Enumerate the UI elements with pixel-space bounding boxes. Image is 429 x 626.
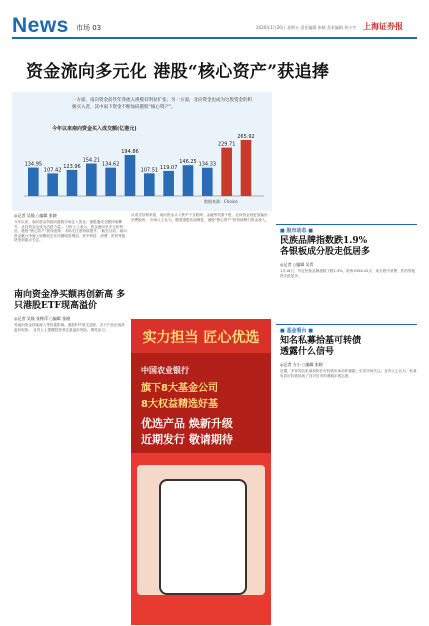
ad-line-bank: 中国农业银行 <box>141 366 189 375</box>
title-line: 透露什么信号 <box>280 347 335 357</box>
para: 分析人士表示，资金流向呈多元化特征，港股“核心资产”获得追捧，市场关注度持续提升。 <box>14 224 123 234</box>
chart-bar <box>47 173 58 196</box>
chart-bar <box>202 168 213 196</box>
chart-bar <box>241 140 252 196</box>
paper-name: 上海证券报 <box>363 22 403 31</box>
title-line: 各银板成分股走低居多 <box>280 247 371 257</box>
right-byline-2: ◎记者 方小 ○编辑 张晓 <box>280 362 323 367</box>
right-body-2: 近期，多家知名私募机构在可转债市场动作频频，引发市场关注。业内人士认为，私募布局可转债体现了其对后市的谨慎乐观态度。 <box>280 369 417 378</box>
brand-logo: News <box>12 14 69 37</box>
bar-value-label: 265.92 <box>237 134 255 140</box>
right-rule <box>276 224 417 225</box>
chart-bar <box>163 171 174 196</box>
para: 今年以来，南向资金持续向港股市场注入资金，港股通成交额持续攀升，北向资金也成为活跃力量。 <box>14 220 122 229</box>
article-body-mid <box>131 213 271 315</box>
title-line: 民族品牌指数跌1.9% <box>280 236 368 246</box>
right-rule-2 <box>276 324 417 325</box>
page-headline: 资金流向多元化 港股“核心资产”获追捧 <box>26 62 330 82</box>
sub-headline: 南向资金净买额再创新高 多只港股ETF现高溢价 <box>14 290 126 311</box>
bar-chart <box>14 130 270 200</box>
bar-value-label: 123.96 <box>63 163 81 170</box>
lead-text: 一方面，南向资金前些年净流入规模有明显扩张；另一方面，北向资金也成为这股资金的积极买入者，其中南下资金不断加码港股“核心资产”。 <box>72 98 252 110</box>
chart-bar <box>221 148 232 196</box>
chart-bar <box>28 168 39 196</box>
para: 截至目前，南向资金累计净流入规模较去年同期明显增加，其中科技、消费、医药等板块受到重点关注。 <box>14 229 127 243</box>
ad-line-funds: 旗下8大基金公司 <box>141 383 218 394</box>
ad-line-release: 近期发行 敬请期待 <box>141 433 233 446</box>
title-line: 知名私募拾基可转债 <box>280 336 362 346</box>
para: 受南向资金持续流入等因素影响，港股ETF成交活跃，多只产品出现高溢价现象。 <box>14 323 125 332</box>
right-section-head: ■ 股市动态 ■ <box>280 228 313 234</box>
para: 市场人士认为，随着港股估值修复，港股“核心资产”将持续吸引资金流入。 <box>150 217 269 222</box>
right-body-1: 1月18日，中证民族品牌指数下跌1.9%，报收9356.42点，成分股中消费、医药等板块走低居多。 <box>280 269 416 278</box>
phone-image <box>159 479 247 595</box>
bar-value-label: 229.71 <box>217 141 236 148</box>
chart-bar <box>144 173 155 196</box>
bar-value-label: 134.33 <box>198 161 217 168</box>
ad-line-products: 优选产品 焕新升级 <box>141 417 233 430</box>
date-line: 2020年1月20日 星期五 责任编辑 张晓 美术编辑 刘小宇 <box>256 25 357 30</box>
para: 从成交结构来看，南向资金买入集中于互联网、金融等权重个股，北向资金则更加偏好消费板块。 <box>131 213 268 222</box>
ad-line-picks: 8大权益精选好基 <box>141 399 218 410</box>
chart-bar <box>125 155 136 196</box>
article-body-left <box>14 220 128 286</box>
section-label: 市场 03 <box>76 24 102 32</box>
article-body-left-2 <box>14 323 128 621</box>
right-title-1 <box>280 236 417 258</box>
chart-bar <box>183 165 194 196</box>
bar-value-label: 134.95 <box>24 161 43 168</box>
bar-value-label: 194.86 <box>121 148 139 155</box>
right-section-head-2: ■ 基金看台 ■ <box>280 328 313 334</box>
bar-value-label: 146.25 <box>179 159 197 166</box>
bar-value-label: 154.21 <box>82 157 101 164</box>
chart-source: 数据来源：Choice <box>204 199 238 204</box>
right-byline-1: ◎记者 ○编辑 吴青 <box>280 262 314 267</box>
advertisement <box>131 319 271 625</box>
bar-value-label: 107.51 <box>140 167 159 174</box>
chart-bar <box>67 170 78 196</box>
chart-bar <box>86 164 97 196</box>
bar-value-label: 107.42 <box>43 167 62 174</box>
article-byline: ◎记者 吴隆 ○编辑 张晓 <box>14 213 57 218</box>
chart-bar <box>105 168 116 196</box>
para: 业内人士提醒投资者注意溢价风险，理性参与。 <box>33 327 109 332</box>
sub-byline: ◎记者 吴隆 张桦萍 ○编辑 张晓 <box>14 316 71 321</box>
header-rule <box>12 37 417 39</box>
chart-title: 今年以来南向资金买入成交额(亿港元) <box>52 126 137 132</box>
bar-value-label: 119.07 <box>159 164 178 171</box>
right-title-2 <box>280 336 417 358</box>
ad-banner-text: 实力担当 匠心优选 <box>142 330 260 346</box>
bar-value-label: 134.62 <box>101 161 120 168</box>
